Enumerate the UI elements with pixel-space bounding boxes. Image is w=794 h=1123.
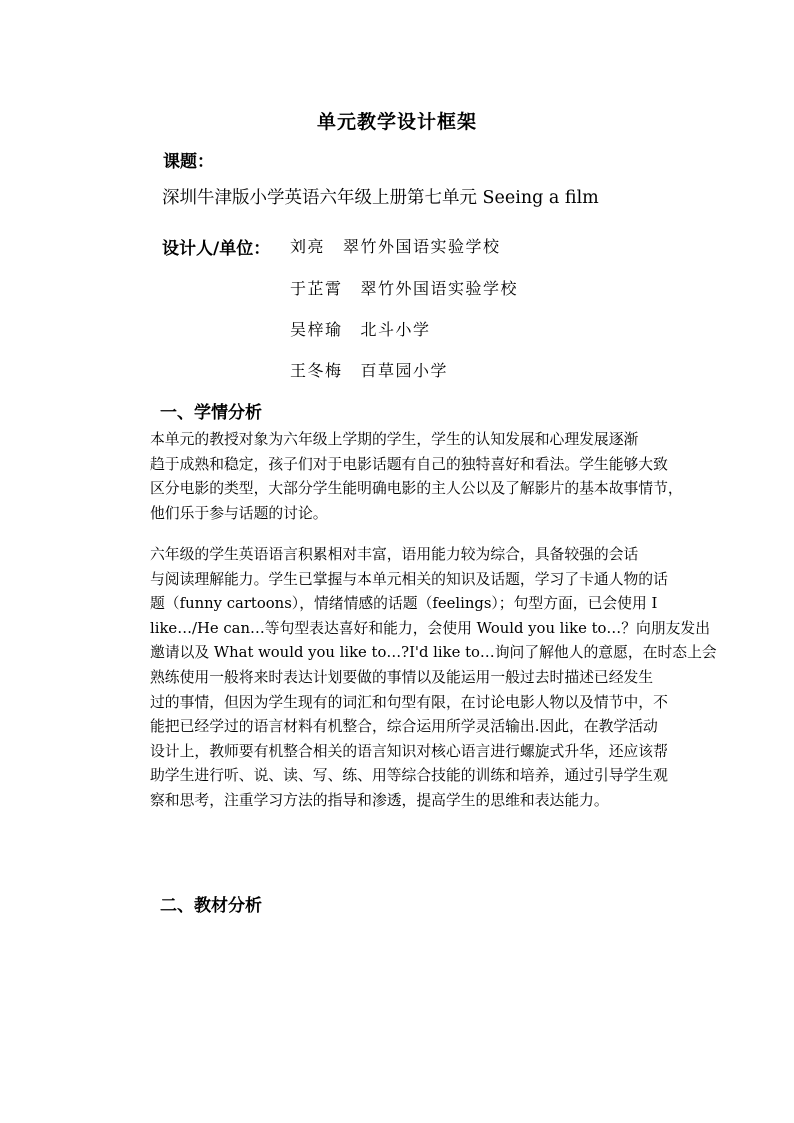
paragraph-line: 过的事情，但因为学生现有的词汇和句型有限，在讨论电影人物以及情节中，不	[150, 693, 668, 711]
designer-label: 设计人/单位：	[162, 239, 271, 259]
document-title: 单元教学设计框架	[316, 111, 477, 133]
designer-row	[290, 234, 501, 257]
paragraph-line: 熟练使用一般将来时表达计划要做的事情以及能运用一般过去时描述已经发生	[150, 668, 654, 686]
section-heading-student-analysis: 一、学情分析	[160, 403, 262, 423]
paragraph-line: 能把已经学过的语言材料有机整合，综合运用所学灵活输出.因此，在教学活动	[150, 718, 658, 736]
paragraph-line: 察和思考，注重学习方法的指导和渗透，提高学生的思维和表达能力。	[150, 791, 609, 809]
paragraph-line: 六年级的学生英语语言积累相对丰富，语用能力较为综合，具备较强的会话	[150, 546, 639, 563]
paragraph-line: 趋于成熟和稳定，孩子们对于电影话题有自己的独特喜好和看法。学生能够大致	[150, 455, 668, 473]
paragraph-student-analysis-2	[150, 543, 717, 814]
designer-name: 王冬梅	[290, 361, 343, 380]
designer-school: 北斗小学	[360, 320, 431, 339]
paragraph-line: 本单元的教授对象为六年级上学期的学生，学生的认知发展和心理发展逐渐	[150, 431, 639, 448]
paragraph-line: like…/He can…等句型表达喜好和能力，会使用 Would you like to…？向朋友发出	[150, 619, 711, 637]
paragraph-line: 邀请以及 What would you like to…?I'd like to…询问了解他人的意愿，在时态上会	[150, 644, 717, 662]
course-label: 课题：	[163, 152, 214, 172]
paragraph-line: 题（funny cartoons），情绪情感的话题（feelings）；句型方面，已会使用 I	[150, 595, 658, 613]
section-heading-textbook-analysis: 二、教材分析	[160, 896, 262, 916]
designer-name: 于芷霄	[290, 279, 343, 298]
paragraph-student-analysis-1	[150, 428, 683, 526]
paragraph-line: 区分电影的类型，大部分学生能明确电影的主人公以及了解影片的基本故事情节，	[150, 480, 683, 498]
designer-school: 翠竹外国语实验学校	[360, 279, 519, 298]
paragraph-line: 助学生进行听、说、读、写、练、用等综合技能的训练和培养，通过引导学生观	[150, 767, 668, 785]
paragraph-line: 他们乐于参与话题的讨论。	[150, 504, 328, 522]
designer-row	[290, 317, 431, 340]
designer-row	[290, 276, 518, 299]
designer-name: 吴梓瑜	[290, 320, 343, 339]
designer-name: 刘亮	[290, 237, 326, 256]
designer-row	[290, 358, 448, 381]
course-value: 深圳牛津版小学英语六年级上册第七单元 Seeing a film	[162, 188, 599, 208]
designer-school: 翠竹外国语实验学校	[343, 237, 501, 256]
paragraph-line: 与阅读理解能力。学生已掌握与本单元相关的知识及话题，学习了卡通人物的话	[150, 570, 668, 588]
designer-school: 百草园小学	[360, 361, 449, 380]
paragraph-line: 设计上，教师要有机整合相关的语言知识对核心语言进行螺旋式升华，还应该帮	[150, 742, 668, 760]
